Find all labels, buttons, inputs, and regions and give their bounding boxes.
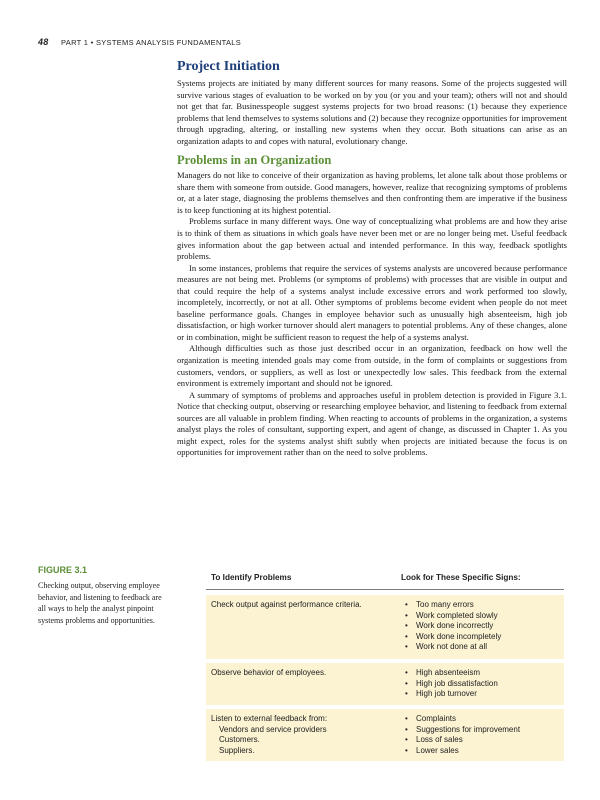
list-item: • High absenteeism xyxy=(401,668,564,679)
list-item: • Too many errors xyxy=(401,600,564,611)
identify-text: Check output against performance criteria. xyxy=(211,600,362,609)
column-header-signs: Look for These Specific Signs: xyxy=(401,572,521,582)
identify-text: Listen to external feedback from: xyxy=(211,714,328,723)
signs-list xyxy=(401,600,564,653)
list-item: • Complaints xyxy=(401,714,564,725)
table-row xyxy=(206,595,564,663)
list-item: • Work not done at all xyxy=(401,642,564,653)
identify-subitem: Customers. xyxy=(219,735,260,744)
signs-list xyxy=(401,668,564,700)
list-item: • Work done incorrectly xyxy=(401,621,564,632)
figure-table xyxy=(206,565,564,760)
table-row xyxy=(206,663,564,709)
identify-text: Observe behavior of employees. xyxy=(211,668,327,677)
list-item: • Loss of sales xyxy=(401,735,564,746)
list-item: • Lower sales xyxy=(401,746,564,757)
main-text xyxy=(177,58,567,459)
signs-list xyxy=(401,714,564,756)
table-row xyxy=(206,709,564,761)
figure-caption: Checking output, observing employee behavior, and listening to feedback are all ways to help the analyst pinpoint systems problems and opportunities. xyxy=(38,581,162,625)
paragraph: Managers do not like to conceive of their organization as having problems, let alone talk about those problems or share them with someone from outside. Good managers, however, realize that recognizing symptoms of problems or, at a later stage, diagnosing the problems themselves and then confronting them are imperative if the business is to keep functioning at its highest potential. xyxy=(177,170,567,215)
paragraph: Systems projects are initiated by many different sources for many reasons. Some of the projects suggested will survive various stages of evaluation to be worked on by you (or you and your team); others will not and should not get that far. Businesspeople suggest systems projects for two broad reasons: (1) because they experience problems that lend themselves to systems solutions and (2) because they recognize opportunities for improvement through upgrading, altering, or installing new systems when they occur. Both situations can arise as an organization adapts to and copes with natural, evolutionary change. xyxy=(177,78,567,146)
identify-subitem: Suppliers. xyxy=(219,745,255,755)
list-item: • High job turnover xyxy=(401,689,564,700)
identify-subitem: Vendors and service providers xyxy=(219,724,327,734)
figure-label: FIGURE 3.1 xyxy=(38,565,88,575)
table-header xyxy=(206,565,564,590)
list-item: • High job dissatisfaction xyxy=(401,679,564,690)
paragraph: Problems surface in many different ways. One way of conceptualizing what problems are and how they arise is to think of them as situations in which goals have never been met or are no longer being met. Useful feedback gives information about the gap between actual and intended performance. In this way, feedback spotlights problems. xyxy=(177,216,567,262)
running-header xyxy=(38,37,241,47)
column-header-identify: To Identify Problems xyxy=(211,572,292,582)
list-item: • Work done incompletely xyxy=(401,632,564,643)
section-title-problems: Problems in an Organization xyxy=(177,153,332,168)
paragraph: In some instances, problems that require the services of systems analysts are uncovered because performance measures are not being met. Problems (or symptoms of problems) with processes that are visible in output and that could require the help of a systems analyst include excessive errors and work performed too slowly, incompletely, incorrectly, or not at all. Other symptoms of problems become evident when people do not meet baseline performance goals. Changes in employee behavior such as unusually high absenteeism, high job dissatisfaction, or high worker turnover should alert managers to potential problems. Any of these changes, alone or in combination, might be sufficient reason to request the help of a systems analyst. xyxy=(177,262,567,342)
paragraph: Although difficulties such as those just described occur in an organization, feedback on how well the organization is meeting intended goals may come from outside, in the form of complaints or suggestions from customers, vendors, or suppliers, as well as lost or unexpectedly low sales. This feedback from the external environment is extremely important and should not be ignored. xyxy=(177,343,567,389)
part-title: PART 1 • SYSTEMS ANALYSIS FUNDAMENTALS xyxy=(61,38,242,47)
paragraph: A summary of symptoms of problems and approaches useful in problem detection is provided in Figure 3.1. Notice that checking output, observing or researching employee behavior, and listening to feedback from external sources are all valuable in problem finding. When reacting to accounts of problems in the organization, a systems analyst plays the roles of consultant, supporting expert, and agent of change, as discussed in Chapter 1. As you might expect, roles for the systems analyst shift subtly when projects are initiated because the focus is on opportunities for improvement rather than on the need to solve problems. xyxy=(177,389,567,458)
section-title-project-initiation: Project Initiation xyxy=(177,59,280,74)
list-item: • Suggestions for improvement xyxy=(401,725,564,736)
list-item: • Work completed slowly xyxy=(401,611,564,622)
page-number: 48 xyxy=(38,37,49,47)
